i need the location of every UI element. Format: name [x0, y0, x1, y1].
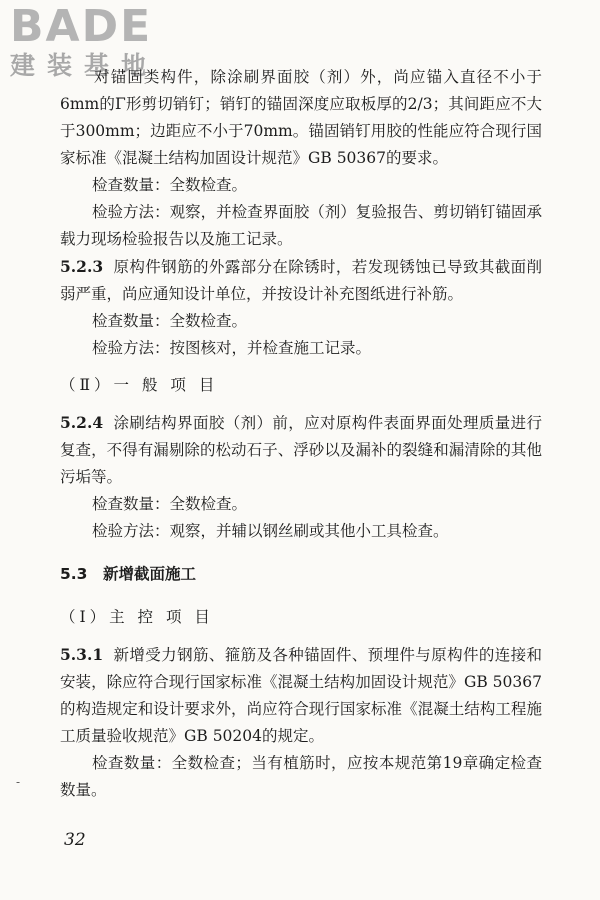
clause-5-2-4: [60, 409, 542, 491]
check-quantity-4: 检查数量：全数检查；当有植筋时，应按本规范第19章确定检查数量。: [60, 754, 542, 799]
check-method-3: 检验方法：观察，并辅以钢丝刷或其他小工具检查。: [92, 522, 449, 540]
page-body: [60, 64, 542, 804]
section-title: 5.3 新增截面施工: [60, 565, 196, 583]
subsection-heading-general: （Ⅱ）一 般 项 目: [60, 376, 219, 394]
clause-5-3-1: [60, 641, 542, 750]
check-method-1: 检验方法：观察，并检查界面胶（剂）复验报告、剪切销钉锚固承载力现场检验报告以及施工记录。: [60, 203, 542, 248]
clause-number: 5.3.1: [60, 645, 104, 664]
margin-mark: -: [16, 775, 21, 789]
check-quantity-3: 检查数量：全数检查。: [92, 495, 248, 513]
check-quantity-1: 检查数量：全数检查。: [92, 176, 248, 194]
logo-wordmark: BADE: [10, 1, 153, 52]
check-quantity-2: 检查数量：全数检查。: [92, 312, 248, 330]
check-method-2: 检验方法：按图核对，并检查施工记录。: [92, 339, 372, 357]
clause-number: 5.2.4: [60, 413, 104, 432]
clause-number: 5.2.3: [60, 257, 104, 276]
clause-text: 新增受力钢筋、箍筋及各种锚固件、预埋件与原构件的连接和安装，除应符合现行国家标准《混凝土结构加固设计规范》GB 50367的构造规定和设计要求外，尚应符合现行国家标准《混凝土结构工程施工质量验收规范》GB 50204的规定。: [60, 646, 542, 745]
clause-text: 涂刷结构界面胶（剂）前，应对原构件表面界面处理质量进行复查，不得有漏剔除的松动石子、浮砂以及漏补的裂缝和漏清除的其他污垢等。: [60, 414, 542, 486]
page-number: 32: [64, 830, 86, 850]
intro-paragraph: 对锚固类构件，除涂刷界面胶（剂）外，尚应锚入直径不小于6mm的Γ形剪切销钉；销钉的锚固深度应取板厚的2/3；其间距应不大于300mm；边距应不小于70mm。锚固销钉用胶的性能应符合现行国家标准《混凝土结构加固设计规范》GB 50367的要求。: [60, 68, 542, 167]
clause-5-2-3: [60, 253, 542, 308]
subsection-heading-main: （Ⅰ）主 控 项 目: [60, 608, 214, 626]
logo-subtitle: 建装基地: [10, 51, 159, 80]
clause-text: 原构件钢筋的外露部分在除锈时，若发现锈蚀已导致其截面削弱严重，尚应通知设计单位，并按设计补充图纸进行补筋。: [60, 258, 542, 303]
